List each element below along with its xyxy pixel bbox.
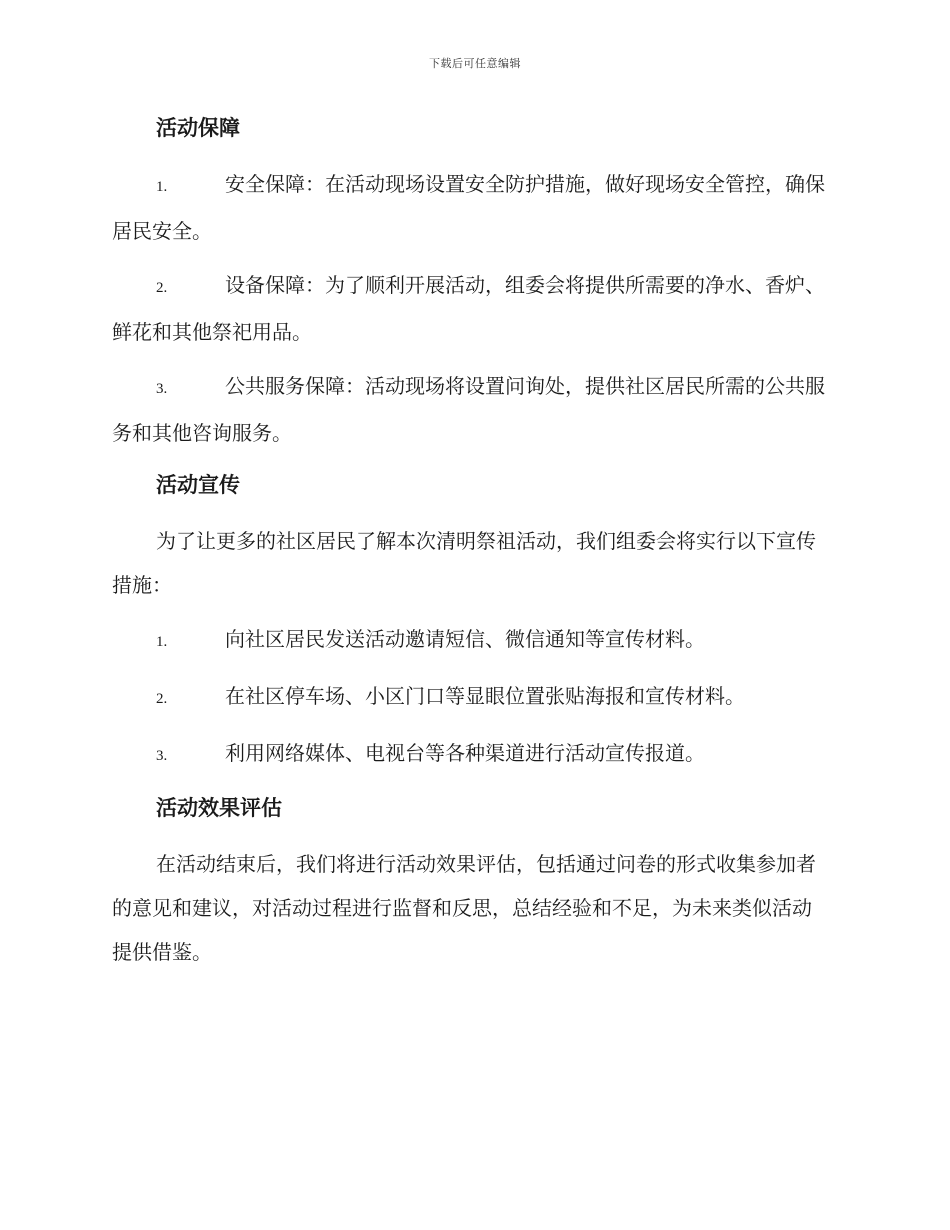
list-text: 公共服务保障：活动现场将设置问询处，提供社区居民所需的公共服务和其他咨询服务。 xyxy=(112,374,825,445)
list-number: 2. xyxy=(156,280,168,296)
list-text: 安全保障：在活动现场设置安全防护措施，做好现场安全管控，确保居民安全。 xyxy=(112,172,825,243)
document-content xyxy=(112,108,830,984)
section-heading-promotion: 活动宣传 xyxy=(156,473,240,497)
header-note: 下载后可任意编辑 xyxy=(429,57,521,70)
list-number: 1. xyxy=(156,179,168,195)
list-item xyxy=(112,617,830,664)
list-text: 在社区停车场、小区门口等显眼位置张贴海报和宣传材料。 xyxy=(225,684,745,708)
section-heading-evaluation: 活动效果评估 xyxy=(156,796,282,820)
section-intro: 为了让更多的社区居民了解本次清明祭祖活动，我们组委会将实行以下宣传措施： xyxy=(112,529,816,597)
list-item xyxy=(112,674,830,721)
list-number: 1. xyxy=(156,634,168,650)
list-number: 3. xyxy=(156,381,168,397)
section-body: 在活动结束后，我们将进行活动效果评估，包括通过问卷的形式收集参加者的意见和建议，对活动过程进行监督和反思，总结经验和不足，为未来类似活动提供借鉴。 xyxy=(112,852,816,964)
list-text: 利用网络媒体、电视台等各种渠道进行活动宣传报道。 xyxy=(225,741,705,765)
list-item xyxy=(112,364,830,455)
list-item xyxy=(112,263,830,354)
list-text: 设备保障：为了顺利开展活动，组委会将提供所需要的净水、香炉、鲜花和其他祭祀用品。 xyxy=(112,273,825,344)
list-number: 3. xyxy=(156,748,168,764)
list-number: 2. xyxy=(156,691,168,707)
section-heading-guarantee: 活动保障 xyxy=(156,116,240,140)
list-text: 向社区居民发送活动邀请短信、微信通知等宣传材料。 xyxy=(225,627,705,651)
list-item xyxy=(112,731,830,778)
list-item xyxy=(112,162,830,253)
